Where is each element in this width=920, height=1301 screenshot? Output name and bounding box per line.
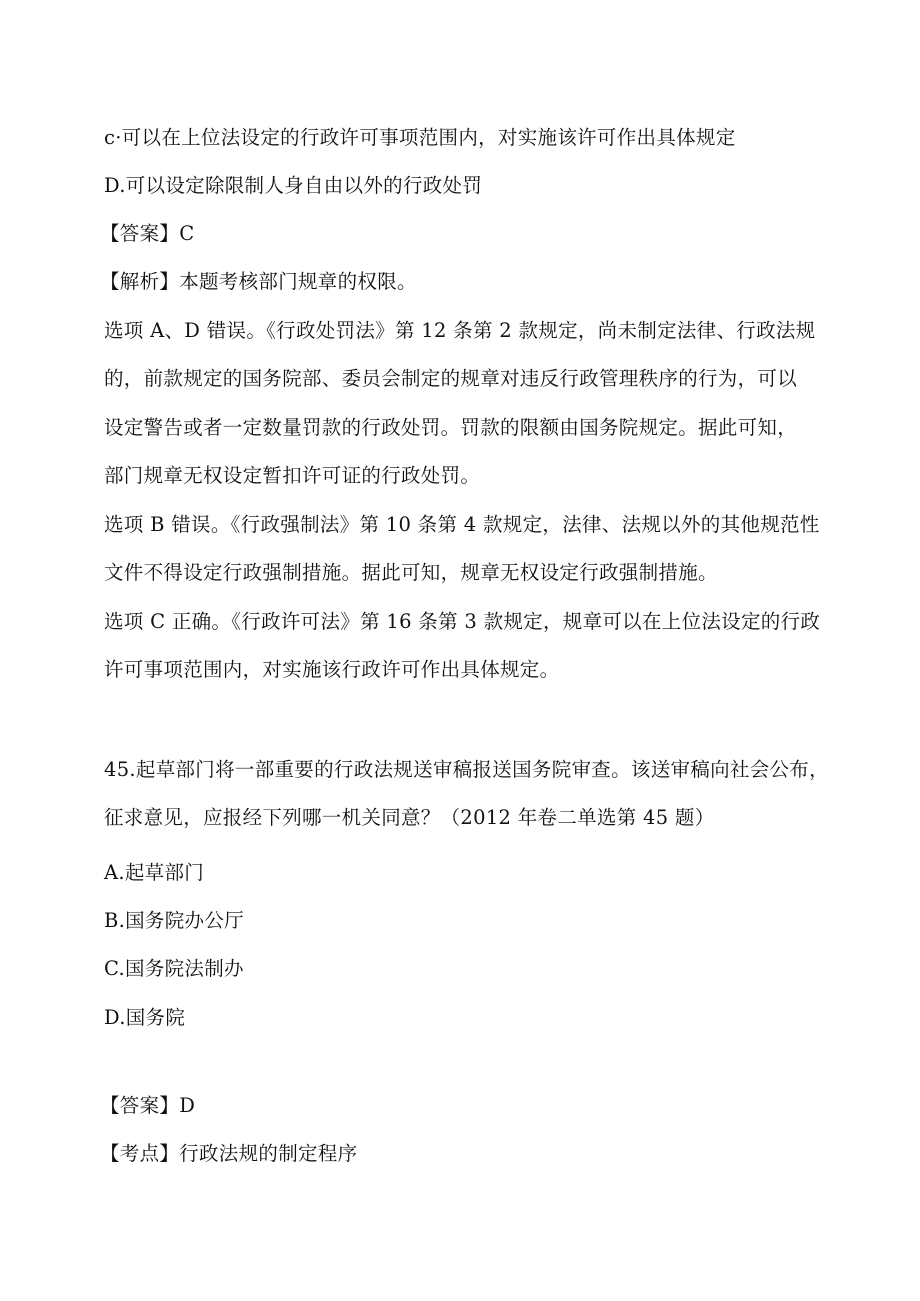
question-45-option-b: B.国务院办公厅 xyxy=(104,909,244,932)
analysis-b-line-2: 文件不得设定行政强制措施。据此可知，规章无权设定行政强制措施。 xyxy=(104,561,718,584)
question-45-stem-line-2: 征求意见，应报经下列哪一机关同意？（2012 年卷二单选第 45 题） xyxy=(104,806,715,829)
analysis-c-line-2: 许可事项范围内，对实施该行政许可作出具体规定。 xyxy=(104,658,560,681)
analysis-ad-line-2: 的，前款规定的国务院部、委员会制定的规章对违反行政管理秩序的行为，可以 xyxy=(104,367,798,390)
question-45-stem-line-1: 45.起草部门将一部重要的行政法规送审稿报送国务院审查。该送审稿向社会公布， xyxy=(104,758,829,781)
analysis-ad-line-4: 部门规章无权设定暂扣许可证的行政处罚。 xyxy=(104,464,481,487)
analysis-ad-line-1: 选项 A、D 错误。《行政处罚法》第 12 条第 2 款规定，尚未制定法律、行政法规 xyxy=(104,319,816,342)
analysis-intro: 【解析】本题考核部门规章的权限。 xyxy=(100,270,417,293)
question-45-option-c: C.国务院法制办 xyxy=(104,957,244,980)
analysis-b-line-1: 选项 B 错误。《行政强制法》第 10 条第 4 款规定，法律、法规以外的其他规范性 xyxy=(104,513,820,536)
option-c: c·可以在上位法设定的行政许可事项范围内，对实施该许可作出具体规定 xyxy=(104,126,736,149)
question-45-option-a: A.起草部门 xyxy=(104,861,205,884)
question-45-topic: 【考点】行政法规的制定程序 xyxy=(100,1142,358,1165)
answer-label: 【答案】C xyxy=(100,222,195,245)
question-45-option-d: D.国务院 xyxy=(104,1006,186,1029)
analysis-c-line-1: 选项 C 正确。《行政许可法》第 16 条第 3 款规定，规章可以在上位法设定的行政 xyxy=(104,610,821,633)
option-d: D.可以设定除限制人身自由以外的行政处罚 xyxy=(104,174,483,197)
analysis-ad-line-3: 设定警告或者一定数量罚款的行政处罚。罚款的限额由国务院规定。据此可知， xyxy=(104,416,798,439)
question-45-answer: 【答案】D xyxy=(100,1094,196,1117)
